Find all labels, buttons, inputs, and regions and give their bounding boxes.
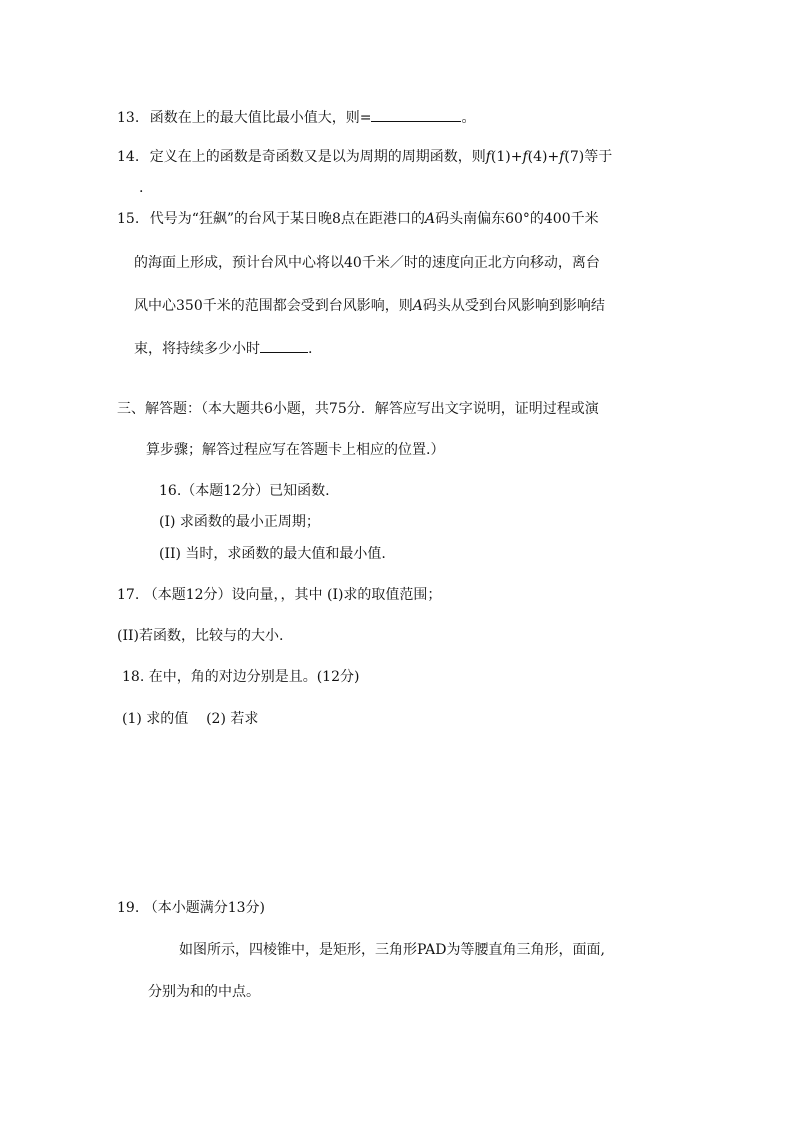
answer-blank: [260, 338, 308, 353]
text-segment: (1) 求的值 (2) 若求: [122, 711, 259, 727]
text-segment: 风中心350千米的范围都会受到台风影响，则: [134, 298, 413, 314]
question-14: [117, 147, 612, 167]
question-text: 函数在上的最大值比最小值大，则=: [149, 110, 372, 126]
question-number: 15.: [117, 211, 140, 227]
math-f: f: [559, 149, 565, 165]
text-segment: 代号为“狂飙”的台风于某日晚8点在距港口的: [149, 211, 425, 227]
text-segment: 16.（本题12分）已知函数.: [159, 483, 330, 499]
question-16-line-3: [159, 544, 386, 564]
text-segment: 分别为和的中点。: [148, 984, 260, 1000]
dot-text: .: [139, 180, 144, 196]
text-end: .: [308, 341, 313, 357]
text-segment: 的海面上形成，预计台风中心将以40千米／时的速度向正北方向移动，离台: [134, 255, 600, 271]
question-15-line-3: [134, 296, 605, 316]
text-segment: 码头南偏东60°的400千米: [435, 211, 599, 227]
question-15-line-4: [134, 338, 312, 359]
point-a: A: [412, 298, 423, 314]
text-segment: (I) 求函数的最小正周期；: [159, 514, 320, 530]
text-segment: (II) 当时，求函数的最大值和最小值.: [159, 546, 386, 562]
math-f: f: [485, 149, 491, 165]
text-segment: 束，将持续多少小时: [134, 341, 260, 357]
text-segment: 码头从受到台风影响到影响结: [422, 298, 605, 314]
question-number: 14.: [117, 149, 140, 165]
question-17-line-1: [117, 585, 441, 605]
answer-blank: [371, 107, 461, 122]
question-text: 定义在上的函数是奇函数又是以为周期的周期函数，则: [149, 149, 486, 165]
question-18-line-1: [122, 667, 359, 687]
section-text: 算步骤；解答过程应写在答题卡上相应的位置.）: [146, 442, 445, 458]
point-a: A: [424, 211, 436, 227]
question-end: 。: [461, 110, 476, 126]
question-18-line-2: [122, 709, 258, 729]
question-16-line-1: [159, 481, 330, 501]
section-text: 三、解答题：（本大题共6小题，共75分．解答应写出文字说明，证明过程或演: [117, 401, 599, 417]
question-19-line-3: [148, 982, 260, 1002]
question-tail: 等于: [584, 149, 613, 165]
text-segment: 18. 在中，角的对边分别是且。(12分): [122, 669, 360, 685]
question-14-dot: [139, 178, 143, 198]
question-16-line-2: [159, 512, 320, 532]
question-number: 13.: [117, 110, 140, 126]
section-3-heading-cont: [146, 440, 444, 460]
section-3-heading: [117, 399, 599, 419]
question-19-line-1: [117, 898, 265, 918]
question-15-line-2: [134, 253, 600, 273]
text-segment: (II)若函数，比较与的大小.: [117, 628, 284, 644]
question-15-line-1: [117, 209, 599, 229]
math-arg: (7): [564, 149, 585, 165]
question-17-line-2: [117, 626, 283, 646]
text-segment: 19. （本小题满分13分): [117, 900, 265, 916]
question-13: [117, 107, 475, 128]
math-f: f: [522, 149, 528, 165]
math-arg: (4)+: [527, 149, 560, 165]
text-segment: 17. （本题12分）设向量，，其中 (I)求的取值范围；: [117, 587, 442, 603]
question-19-line-2: [179, 940, 605, 960]
text-segment: 如图所示，四棱锥中，是矩形，三角形PAD为等腰直角三角形，面面,: [179, 942, 605, 958]
math-arg: (1)+: [490, 149, 523, 165]
